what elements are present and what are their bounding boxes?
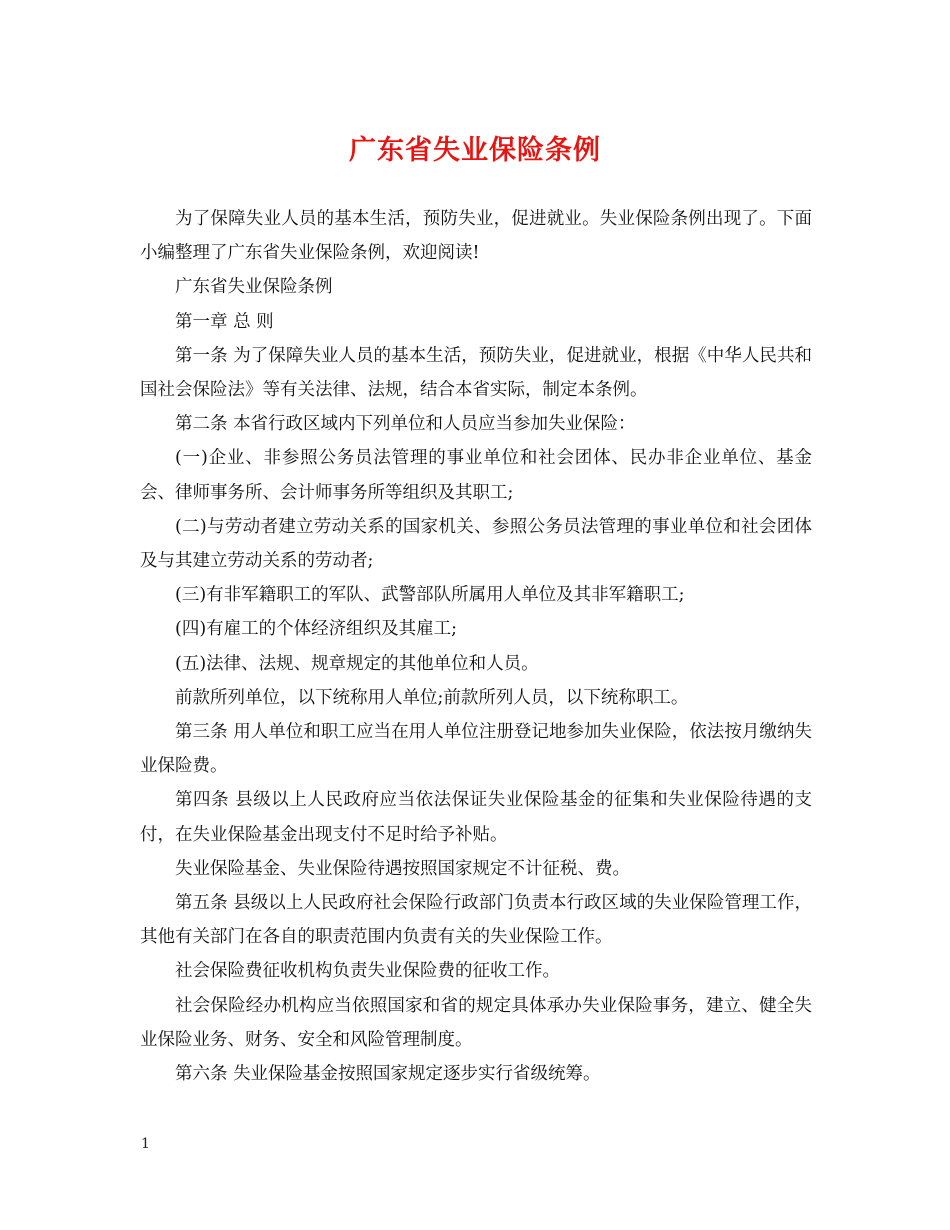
- paragraph: 社会保险费征收机构负责失业保险费的征收工作。: [175, 961, 560, 982]
- paragraph: 前款所列单位，以下统称用人单位;前款所列人员，以下统称职工。: [175, 687, 689, 708]
- list-item: (三)有非军籍职工的军队、武警部队所属用人单位及其非军籍职工;: [175, 585, 685, 606]
- paragraph: 第六条 失业保险基金按照国家规定逐步实行省级统筹。: [175, 1064, 601, 1085]
- list-item: (五)法律、法规、规章规定的其他单位和人员。: [175, 653, 539, 674]
- paragraph: 为了保障失业人员的基本生活，预防失业，促进就业。失业保险条例出现了。下面小编整理了广东省失业保险条例，欢迎阅读!: [140, 209, 812, 264]
- document-title: 广东省失业保险条例: [349, 135, 601, 166]
- list-item: (二)与劳动者建立劳动关系的国家机关、参照公务员法管理的事业单位和社会团体及与其建立劳动关系的劳动者;: [140, 516, 812, 572]
- page-number: 1: [141, 1136, 150, 1152]
- paragraph: 第三条 用人单位和职工应当在用人单位注册登记地参加失业保险，依法按月缴纳失业保险费。: [140, 722, 812, 777]
- paragraph: 广东省失业保险条例: [175, 277, 333, 298]
- paragraph: 第四条 县级以上人民政府应当依法保证失业保险基金的征集和失业保险待遇的支付，在失业保险基金出现支付不足时给予补贴。: [140, 790, 812, 845]
- paragraph: 第五条 县级以上人民政府社会保险行政部门负责本行政区域的失业保险管理工作，其他有关部门在各自的职责范围内负责有关的失业保险工作。: [140, 893, 812, 948]
- list-item: (一)企业、非参照公务员法管理的事业单位和社会团体、民办非企业单位、基金会、律师事务所、会计师事务所等组织及其职工;: [140, 448, 812, 503]
- paragraph: 失业保险基金、失业保险待遇按照国家规定不计征税、费。: [175, 858, 630, 879]
- document-body: [140, 202, 812, 1091]
- chapter-heading: 第一章 总 则: [175, 311, 274, 332]
- list-item: (四)有雇工的个体经济组织及其雇工;: [175, 619, 458, 640]
- paragraph: 第一条 为了保障失业人员的基本生活，预防失业，促进就业，根据《中华人民共和国社会保险法》等有关法律、法规，结合本省实际，制定本条例。: [140, 345, 812, 401]
- paragraph: 第二条 本省行政区域内下列单位和人员应当参加失业保险：: [175, 414, 636, 435]
- paragraph: 社会保险经办机构应当依照国家和省的规定具体承办失业保险事务，建立、健全失业保险业务、财务、安全和风险管理制度。: [140, 995, 812, 1050]
